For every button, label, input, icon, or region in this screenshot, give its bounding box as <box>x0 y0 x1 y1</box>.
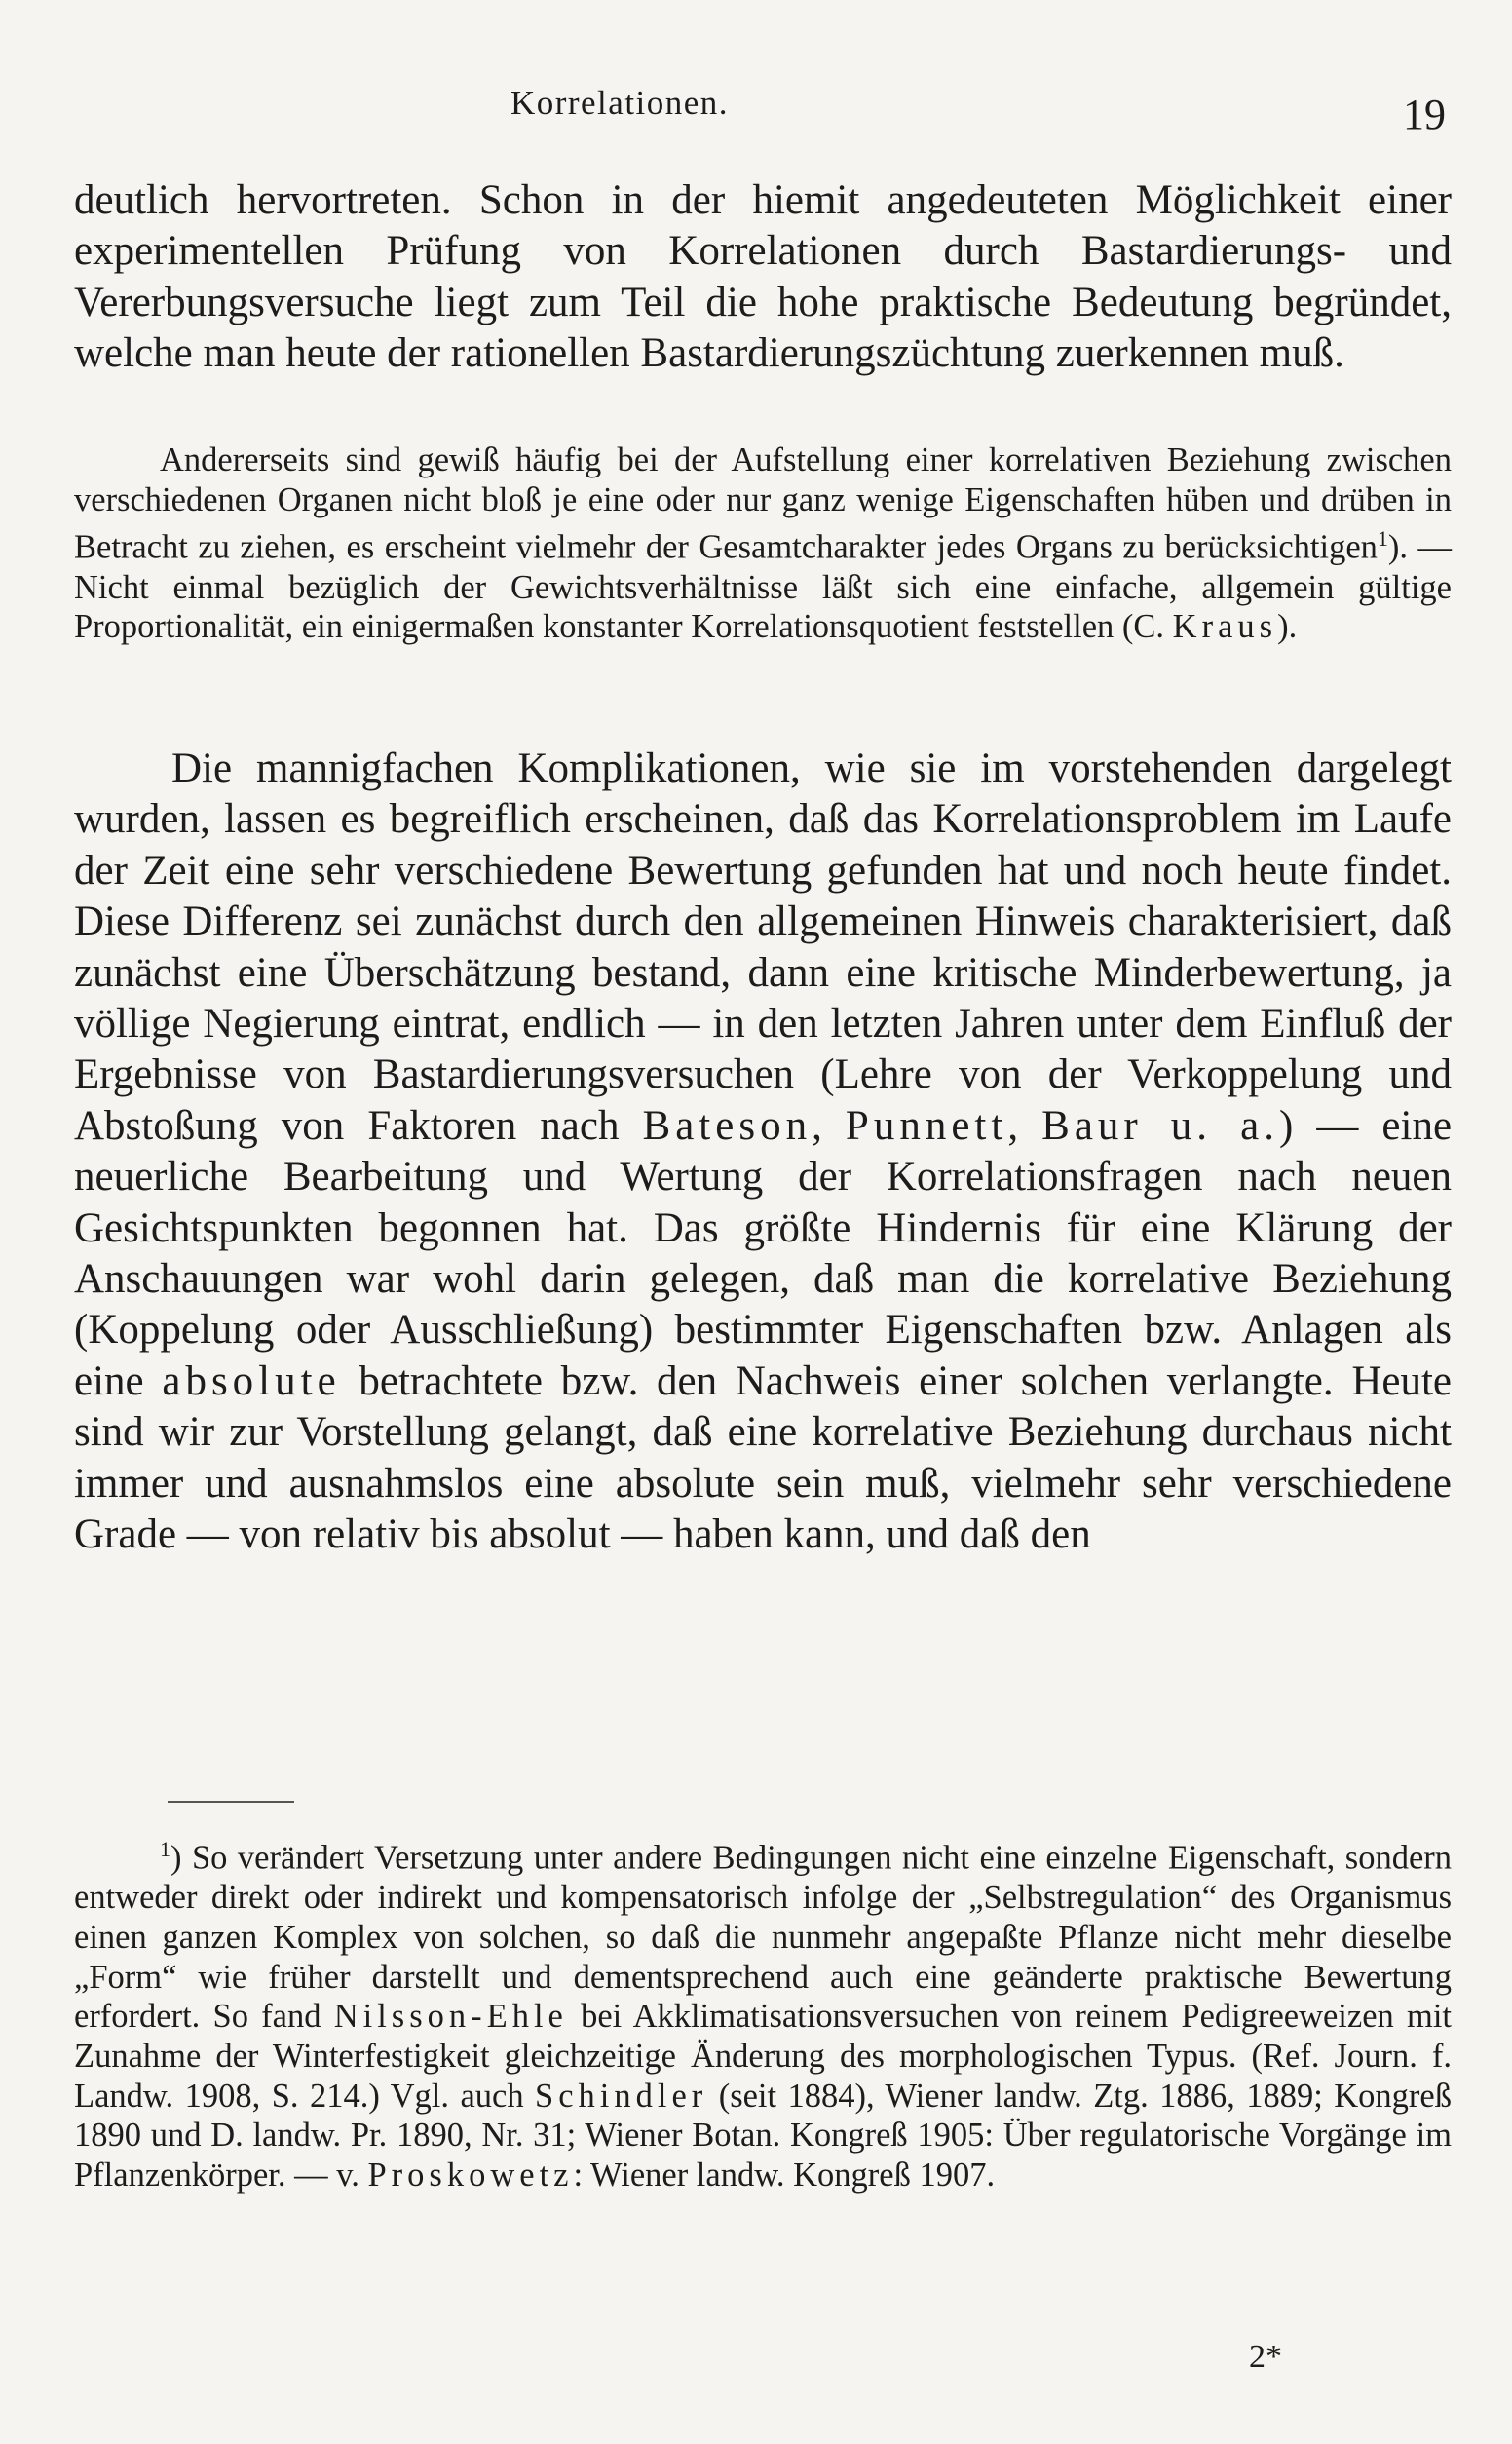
running-title: Korrelationen. <box>510 84 730 122</box>
footnote-text-c: (seit 1884), Wiener landw. Ztg. 1886, 1889; Kongreß 1890 und D. landw. Pr. 1890, Nr. 31; Wiener Botan. Kongreß 1905: Über regulatorische Vorgänge im Pflanzenkörper. — v. <box>74 2077 1452 2195</box>
paragraph-3 <box>74 744 1452 1561</box>
author-name-bateson: Bateson <box>642 1102 813 1149</box>
paragraph-3-text-c: betrachtete bzw. den Nachweis einer solchen verlangte. Heute sind wir zur Vorstellung gelangt, daß eine korrelative Beziehung durchaus nicht immer und ausnahmslos eine absolute sein muß, vielmehr sehr verschiedene Grade — von relativ bis absolut — haben kann, und daß den <box>74 1357 1452 1558</box>
footnote-reference: 1 <box>1377 526 1388 552</box>
emphasis-absolute: absolute <box>162 1357 341 1404</box>
author-name-nilsson-ehle: Nilsson-Ehle <box>333 1998 568 2036</box>
paragraph-3-text-b: ) — eine neuerliche Bearbeitung und Wertung der Korrelationsfragen nach neuen Gesichtspunkten begonnen hat. Das größte Hindernis für eine Klärung der Anschauungen war wohl darin gelegen, daß man die korrelative Beziehung (Koppelung oder Ausschließung) bestimmter Eigenschaften bzw. Anlagen als eine <box>74 1102 1453 1404</box>
signature-mark: 2* <box>1249 2339 1282 2375</box>
paragraph-2-text-b: ). — Nicht einmal bezüglich der Gewichtsverhältnisse läßt sich eine einfache, allgemein gültige Proportionalität, ein einigermaßen konstanter Korrelationsquotient feststellen (C. <box>74 528 1453 646</box>
author-name-proskowetz: Proskowetz <box>367 2157 574 2195</box>
author-name-baur: Baur u. a. <box>1041 1102 1279 1149</box>
footnote-marker: 1 <box>160 1837 170 1861</box>
footnote-text-d: : Wiener landw. Kongreß 1907. <box>573 2157 996 2195</box>
paragraph-3-text-a: Die mannigfachen Komplikationen, wie sie im vorstehenden dargelegt wurden, lassen es begreiflich erscheinen, daß das Korrelationsproblem im Laufe der Zeit eine sehr verschiedene Bewertung gefunden hat und noch heute findet. Diese Differenz sei zunächst durch den allgemeinen Hinweis charakterisiert, daß zunächst eine Überschätzung bestand, dann eine kritische Minderbewertung, ja völlige Negierung eintrat, endlich — in den letzten Jahren unter dem Einfluß der Ergebnisse von Bastardierungsversuchen (Lehre von der Verkoppelung und Abstoßung von Faktoren nach <box>74 745 1452 1149</box>
footnote-block <box>74 1830 1452 2196</box>
paragraph-2 <box>74 440 1452 647</box>
paragraph-3-block <box>74 744 1452 1561</box>
author-name-kraus: Kraus <box>1172 608 1278 646</box>
paragraph-1-block <box>74 175 1452 380</box>
author-name-punnett: Punnett <box>845 1102 1008 1149</box>
page-number: 19 <box>1403 91 1446 138</box>
footnote-divider <box>168 1801 294 1803</box>
footnote-1 <box>74 1830 1452 2196</box>
author-name-schindler: Schindler <box>535 2077 708 2115</box>
footnote-text-b: bei Akklimatisationsversuchen von reinem Pedigreeweizen mit Zunahme der Winterfestigkeit gleichzeitige Änderung des morphologischen Typus. (Ref. Journ. f. Landw. 1908, S. 214.) Vgl. auch <box>74 1998 1453 2115</box>
paragraph-3-sep-2: , <box>1007 1102 1042 1149</box>
paragraph-2-text-c: ). <box>1277 608 1298 646</box>
paragraph-2-text-a: Andererseits sind gewiß häufig bei der Aufstellung einer korrelativen Beziehung zwischen verschiedenen Organen nicht bloß je eine oder nur ganz wenige Eigenschaften hüben und drüben in Betracht zu ziehen, es erscheint vielmehr der Gesamtcharakter jedes Organs zu berücksichtigen <box>74 441 1452 566</box>
paragraph-2-block <box>74 440 1452 647</box>
paragraph-3-sep-1: , <box>812 1102 846 1149</box>
footnote-text-a: ) So verändert Versetzung unter andere Bedingungen nicht eine einzelne Eigenschaft, sondern entweder direkt oder indirekt und kompensatorisch infolge der „Selbstregulation“ des Organismus einen ganzen Komplex von solchen, so daß die nunmehr angepaßte Pflanze nicht mehr dieselbe „Form“ wie früher darstellt und dementsprechend auch eine geänderte praktische Bewertung erfordert. So fand <box>74 1839 1452 2036</box>
paragraph-1: deutlich hervortreten. Schon in der hiemit angedeuteten Möglichkeit einer experimentellen Prüfung von Korrelationen durch Bastardierungs- und Vererbungsversuche liegt zum Teil die hohe praktische Bedeutung begründet, welche man heute der rationellen Bastardierungszüchtung zuerkennen muß. <box>74 177 1452 377</box>
